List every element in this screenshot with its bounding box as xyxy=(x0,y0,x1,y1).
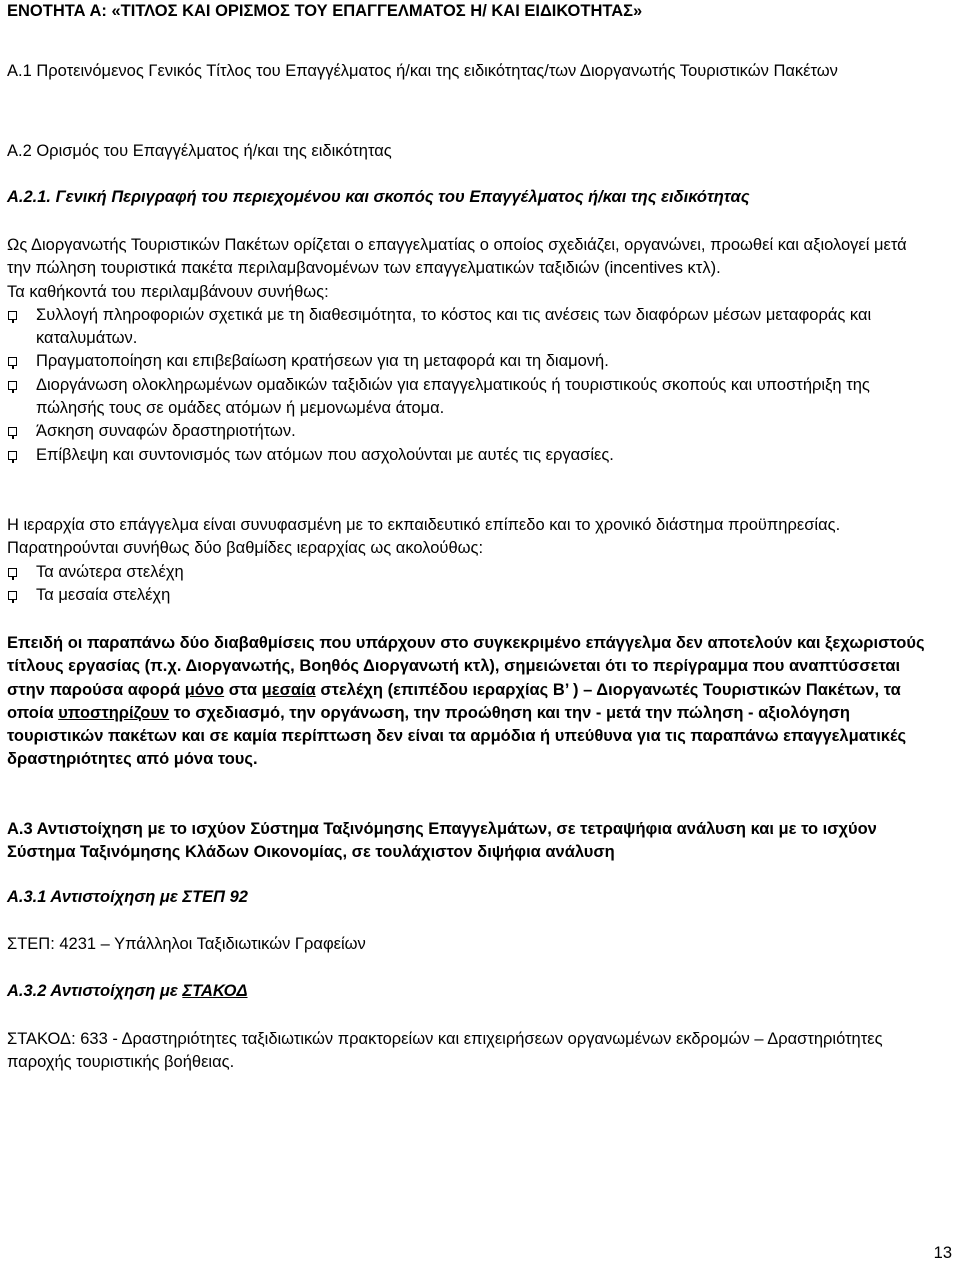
heading-a21: Α.2.1. Γενική Περιγραφή του περιεχομένου και σκοπός του Επαγγέλματος ή/και της ειδικότητας xyxy=(7,188,750,206)
hierarchy-paragraph: Η ιεραρχία στο επάγγελμα είναι συνυφασμένη με το εκπαιδευτικό επίπεδο και το χρονικό διάστημα προϋπηρεσίας. Παρατηρούνται συνήθως δύο βαθμίδες ιεραρχίας ως ακολούθως: xyxy=(7,516,841,558)
list-item xyxy=(7,561,932,584)
task-text: Επίβλεψη και συντονισμός των ατόμων που ασχολούνται με αυτές τις εργασίες. xyxy=(36,445,614,464)
note-underlined: μόνο xyxy=(184,680,225,699)
level-text: Τα μεσαία στελέχη xyxy=(36,585,171,604)
bold-note xyxy=(7,632,937,772)
note-text: στα xyxy=(224,680,262,699)
checkbox-bullet-icon xyxy=(8,311,17,320)
task-text: Άσκηση συναφών δραστηριοτήτων. xyxy=(36,422,296,441)
checkbox-bullet-icon xyxy=(8,591,17,600)
note-text: Επειδή οι παραπάνω δύο διαβαθμίσεις που υπάρχουν στο συγκεκριμένο επάγγελμα δεν αποτελούν και ξεχωριστούς τίτλους εργασίας (π.χ. Διοργανωτής, Βοηθός Διοργανωτή κτλ), σημειώνεται ότι το περίγραμμα που αναπτύσσεται στην παρούσα αφορά xyxy=(7,634,925,699)
hierarchy-block xyxy=(7,514,932,607)
task-text: Πραγματοποίηση και επιβεβαίωση κρατήσεων για τη μεταφορά και τη διαμονή. xyxy=(36,352,609,371)
section-title: ΕΝΟΤΗΤΑ Α: «ΤΙΤΛΟΣ ΚΑΙ ΟΡΙΣΜΟΣ ΤΟΥ ΕΠΑΓΓΕΛΜΑΤΟΣ Η/ ΚΑΙ ΕΙΔΙΚΟΤΗΤΑΣ» xyxy=(7,2,643,20)
heading-a31: Α.3.1 Αντιστοίχηση με ΣΤΕΠ 92 xyxy=(7,888,248,906)
list-item xyxy=(7,350,932,373)
heading-a32 xyxy=(7,982,248,1001)
checkbox-bullet-icon xyxy=(8,381,17,390)
task-text: Συλλογή πληροφοριών σχετικά με τη διαθεσιμότητα, το κόστος και τις ανέσεις των διαφόρων μέσων μεταφοράς και καταλυμάτων. xyxy=(36,305,872,348)
description-block xyxy=(7,234,932,467)
checkbox-bullet-icon xyxy=(8,568,17,577)
level-text: Τα ανώτερα στελέχη xyxy=(36,562,184,581)
list-item xyxy=(7,420,932,443)
checkbox-bullet-icon xyxy=(8,357,17,366)
list-item xyxy=(7,444,932,467)
tasks-intro: Τα καθήκοντά του περιλαμβάνουν συνήθως: xyxy=(7,282,329,301)
note-underlined: μεσαία xyxy=(261,680,316,699)
page-number: 13 xyxy=(933,1244,952,1262)
tasks-list xyxy=(7,304,932,467)
heading-a2: Α.2 Ορισμός του Επαγγέλματος ή/και της ειδικότητας xyxy=(7,142,392,160)
heading-a32-prefix: Α.3.2 Αντιστοίχηση με xyxy=(7,982,183,1000)
list-item xyxy=(7,304,932,351)
task-text: Διοργάνωση ολοκληρωμένων ομαδικών ταξιδιών για επαγγελματικούς ή τουριστικούς σκοπούς και υποστήριξη της πώλησής τους σε ομάδες ατόμων ή μεμονωμένα άτομα. xyxy=(36,375,870,418)
stakod-classification: ΣΤΑΚΟΔ: 633 - Δραστηριότητες ταξιδιωτικών πρακτορείων και επιχειρήσεων οργανωμένων εκδρομών – Δραστηριότητες παροχής τουριστικής βοήθειας. xyxy=(7,1030,883,1072)
levels-list xyxy=(7,561,932,608)
description-paragraph: Ως Διοργανωτής Τουριστικών Πακέτων ορίζεται ο επαγγελματίας ο οποίος σχεδιάζει, οργανώνει, προωθεί και αξιολογεί μετά την πώληση τουριστικά πακέτα περιλαμβανομένων των επαγγελματικών ταξιδιών (incentives κτλ). xyxy=(7,236,907,278)
note-text: στελέχη (επιπέδου ιεραρχίας Β’ ) – Διοργανωτές Τουριστικών Πακέτων, τα οποία xyxy=(7,680,901,722)
step-classification: ΣΤΕΠ: 4231 – Υπάλληλοι Ταξιδιωτικών Γραφείων xyxy=(7,935,366,953)
heading-a32-underlined: ΣΤΑΚΟΔ xyxy=(182,982,248,1000)
heading-a1: Α.1 Προτεινόμενος Γενικός Τίτλος του Επαγγέλματος ή/και της ειδικότητας/των Διοργανωτής Τουριστικών Πακέτων xyxy=(7,62,838,80)
checkbox-bullet-icon xyxy=(8,451,17,460)
checkbox-bullet-icon xyxy=(8,427,17,436)
note-underlined: υποστηρίζουν xyxy=(58,703,170,722)
heading-a3: Α.3 Αντιστοίχηση με το ισχύον Σύστημα Ταξινόμησης Επαγγελμάτων, σε τετραψήφια ανάλυση και με το ισχύον Σύστημα Ταξινόμησης Κλάδων Οικονομίας, σε τουλάχιστον διψήφια ανάλυση xyxy=(7,820,877,862)
list-item xyxy=(7,584,932,607)
list-item xyxy=(7,374,932,421)
note-text: το σχεδιασμό, την οργάνωση, την προώθηση και την - μετά την πώληση - αξιολόγηση τουριστικών πακέτων και σε καμία περίπτωση δεν είναι τα αρμόδια ή υπεύθυνα για τις παραπάνω επαγγελματικές δραστηριότητες από μόνα τους. xyxy=(7,703,907,769)
